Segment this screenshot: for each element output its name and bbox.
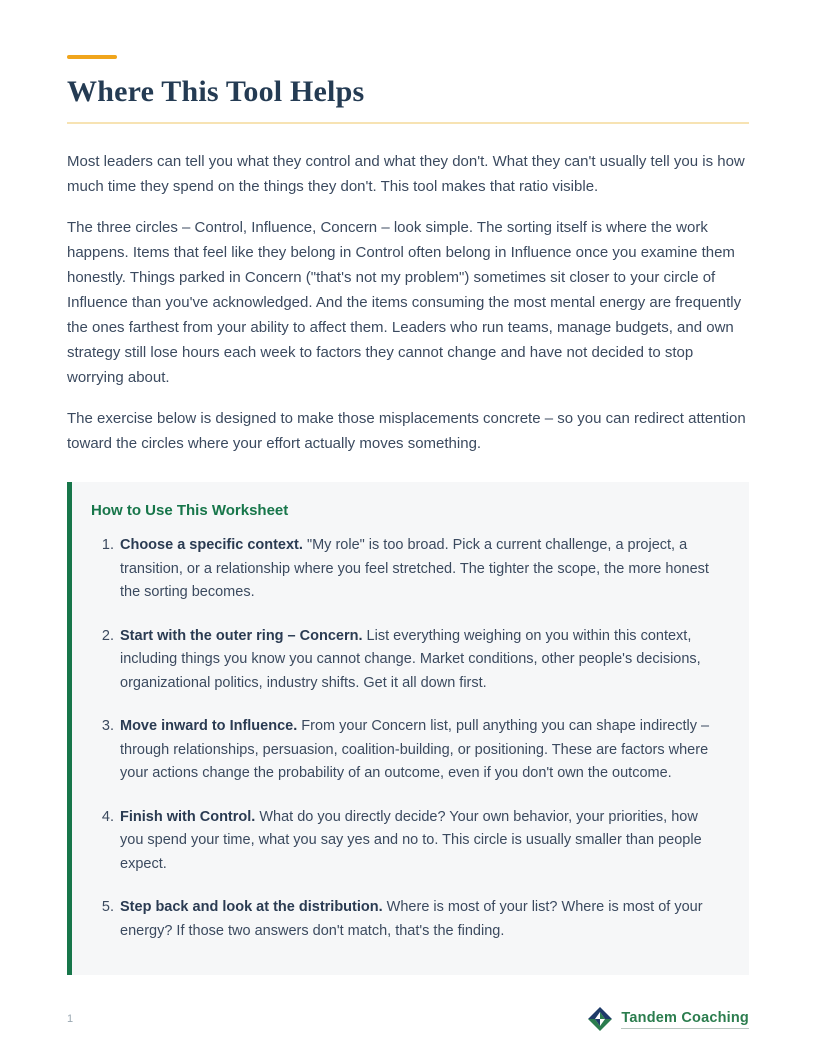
logo-wordmark: Tandem Coaching [621, 1010, 749, 1029]
list-item [118, 534, 723, 605]
list-item [118, 715, 723, 786]
intro-copy [67, 149, 749, 456]
tandem-coaching-logo[interactable] [587, 1006, 749, 1032]
title-accent-bar [67, 55, 117, 59]
list-item [118, 625, 723, 696]
tandem-diamond-icon [587, 1006, 613, 1032]
list-item-body: List everything weighing on you within this context, including things you know you cannot change. Market conditions, other people's decisions, organizational politics, industry shifts. Get it all down first. [120, 627, 701, 691]
callout-heading: How to Use This Worksheet [91, 502, 289, 519]
page-title: Where This Tool Helps [67, 75, 749, 124]
list-item-lead: Move inward to Influence. [120, 718, 298, 734]
page-number: 1 [67, 1013, 74, 1025]
list-item-lead: Finish with Control. [120, 808, 256, 825]
page-footer [0, 1006, 816, 1032]
list-item-lead: Start with the outer ring – Concern. [120, 627, 363, 644]
list-item-body: "My role" is too broad. Pick a current challenge, a project, a transition, or a relationship where you feel stretched. The tighter the scope, the more honest the sorting becomes. [120, 537, 709, 600]
list-item-lead: Step back and look at the distribution. [120, 899, 383, 915]
intro-paragraph: Most leaders can tell you what they control and what they don't. What they can't usually tell you is how much time they spend on the things they don't. This tool makes that ratio visible. [67, 153, 745, 195]
intro-paragraph: The exercise below is designed to make those misplacements concrete – so you can redirect attention toward the circles where your effort actually moves something. [67, 410, 746, 452]
intro-paragraph: The three circles – Control, Influence, Concern – look simple. The sorting itself is where the work happens. Items that feel like they belong in Control often belong in Influence once you examine them honestly. Things parked in Concern ("that's not my problem") sometimes sit closer to your circle of Influence than you've acknowledged. And the items consuming the most mental energy are frequently the ones farthest from your ability to affect them. Leaders who run teams, manage budgets, and own strategy still lose hours each week to factors they cannot change and have not decided to stop worrying about. [67, 219, 742, 386]
list-item-lead: Choose a specific context. [120, 537, 303, 553]
list-item [118, 896, 723, 943]
how-to-use-callout [67, 482, 749, 975]
instruction-list [91, 534, 723, 943]
list-item [118, 806, 723, 877]
list-item-body: Where is most of your list? Where is most of your energy? If those two answers don't match, that's the finding. [120, 899, 703, 939]
list-item-body: What do you directly decide? Your own behavior, your priorities, how you spend your time, what you say yes and no to. This circle is usually smaller than people expect. [120, 808, 702, 872]
list-item-body: From your Concern list, pull anything you can shape indirectly – through relationships, persuasion, coalition-building, or positioning. These are factors where your actions change the probability of an outcome, even if you don't own the outcome. [120, 718, 710, 781]
